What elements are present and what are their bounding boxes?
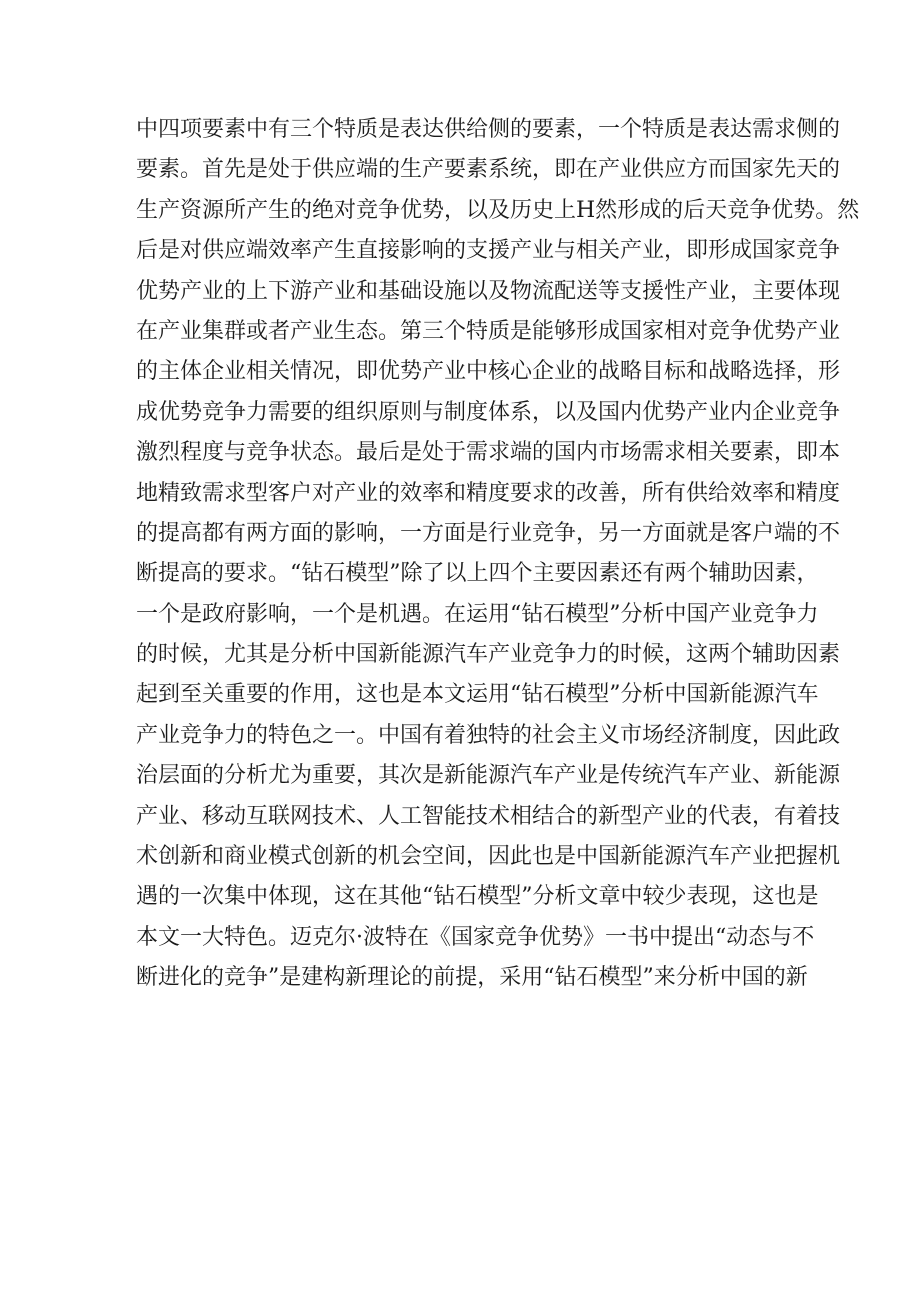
text-line: 的提高都有两方面的影响，一方面是行业竞争，另一方面就是客户端的不	[136, 520, 841, 546]
text-line: 治层面的分析尤为重要，其次是新能源汽车产业是传统汽车产业、新能源	[136, 763, 841, 789]
text-line: 在产业集群或者产业生态。第三个特质是能够形成国家相对竞争优势产业	[136, 318, 841, 344]
text-line: 的时候，尤其是分析中国新能源汽车产业竞争力的时候，这两个辅助因素	[136, 642, 841, 668]
text-line: 成优势竞争力需要的组织原则与制度体系，以及国内优势产业内企业竞争	[136, 399, 841, 425]
text-line: 术创新和商业模式创新的机会空间，因此也是中国新能源汽车产业把握机	[136, 844, 841, 870]
text-line: 起到至关重要的作用，这也是本文运用“钻石模型”分析中国新能源汽车	[136, 682, 819, 708]
text-line: 本文一大特色。迈克尔·波特在《国家竞争优势》一书中提出“动态与不	[136, 924, 815, 950]
text-line: 产业竞争力的特色之一。中国有着独特的社会主义市场经济制度，因此政	[136, 722, 841, 748]
text-line: 断进化的竞争”是建构新理论的前提，采用“钻石模型”来分析中国的新	[136, 965, 808, 991]
text-line: 要素。首先是处于供应端的生产要素系统，即在产业供应方而国家先天的	[136, 157, 841, 183]
text-line: 优势产业的上下游产业和基础设施以及物流配送等支援性产业，主要体现	[136, 278, 841, 304]
text-line: 一个是政府影响，一个是机遇。在运用“钻石模型”分析中国产业竞争力	[136, 601, 819, 627]
text-line: 的主体企业相关情况，即优势产业中核心企业的战略目标和战略选择，形	[136, 359, 841, 385]
text-line: 断提高的要求。“钻石模型”除了以上四个主要因素还有两个辅助因素，	[136, 561, 819, 587]
body-paragraph	[136, 110, 860, 999]
text-line: 遇的一次集中体现，这在其他“钻石模型”分析文章中较少表现，这也是	[136, 884, 819, 910]
text-line: 生产资源所产生的绝对竞争优势，以及历史上H然形成的后天竞争优势。然	[136, 197, 860, 223]
text-line: 中四项要素中有三个特质是表达供给侧的要素，一个特质是表达需求侧的	[136, 117, 841, 142]
text-line: 地精致需求型客户对产业的效率和精度要求的改善，所有供给效率和精度	[136, 480, 841, 506]
text-line: 产业、移动互联网技术、人工智能技术相结合的新型产业的代表，有着技	[136, 803, 841, 829]
text-line: 激烈程度与竞争状态。最后是处于需求端的国内市场需求相关要素，即本	[136, 440, 841, 466]
text-line: 后是对供应端效率产生直接影响的支援产业与相关产业，即形成国家竞争	[136, 238, 841, 264]
